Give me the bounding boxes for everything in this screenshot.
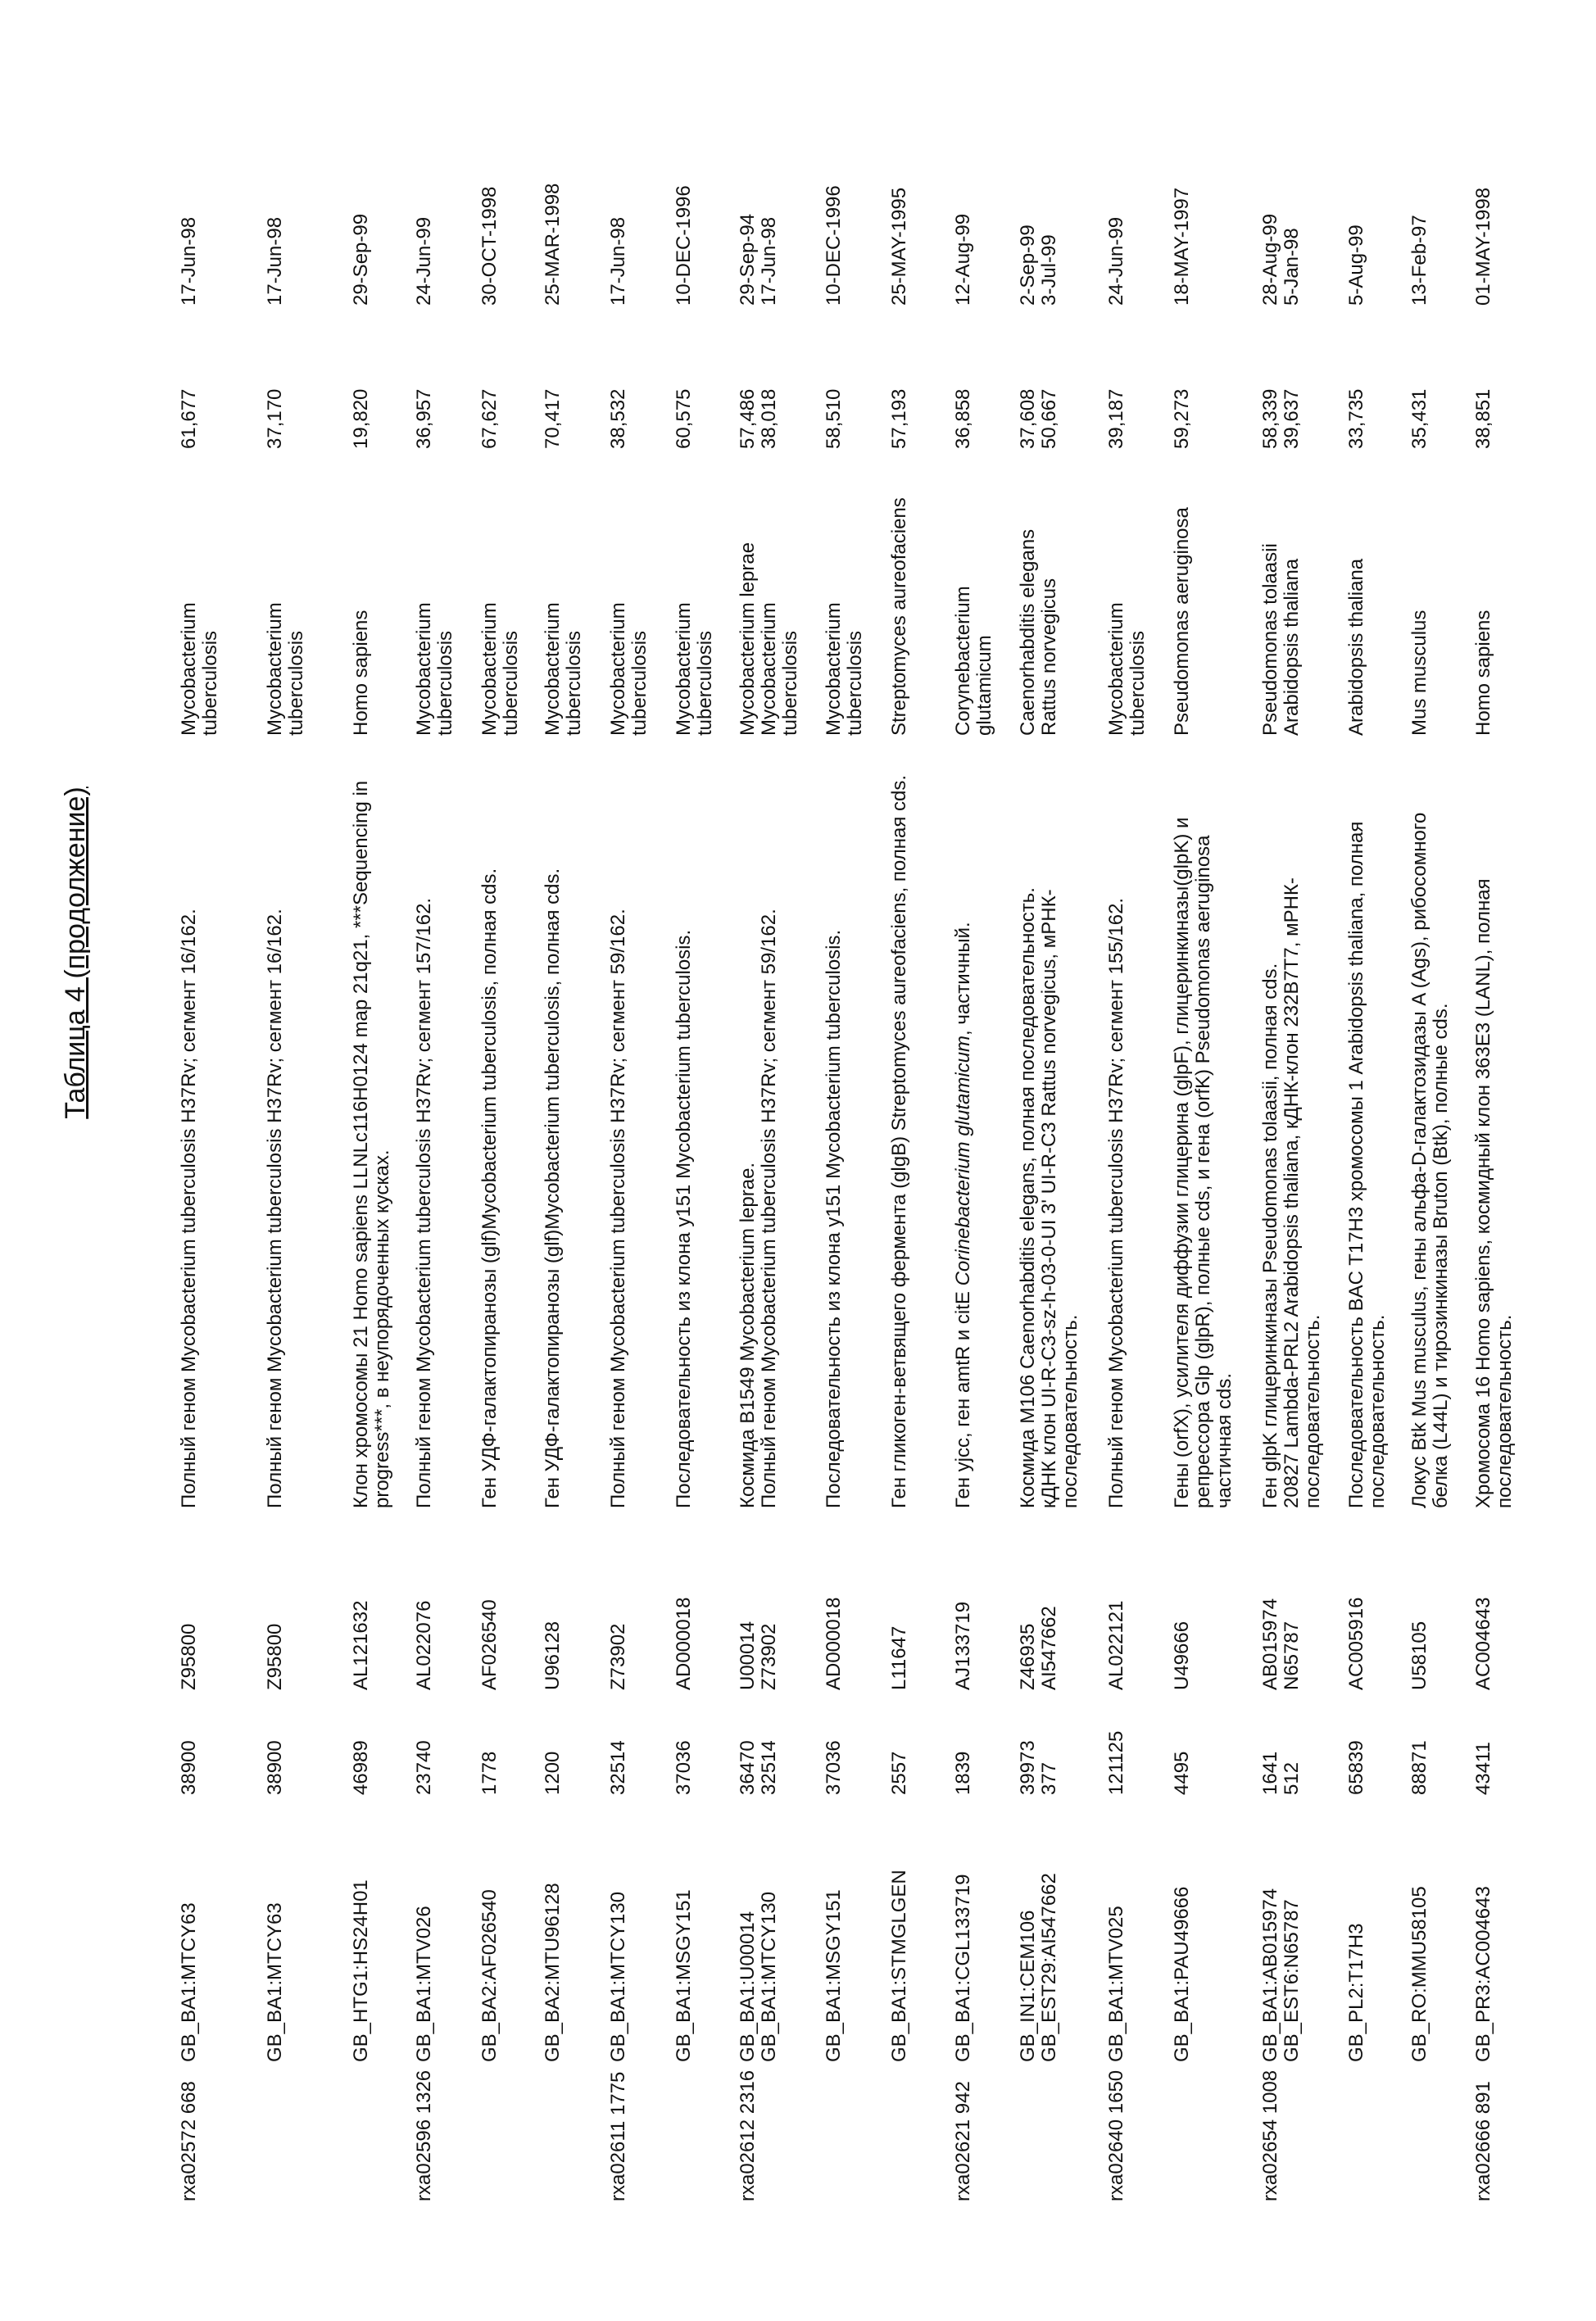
entry-date-line: 2-Sep-99 [1018, 224, 1039, 306]
description-line: Ген glpK глицеринкиназы Pseudomonas tolaasii, полная cds. [1260, 759, 1281, 1508]
table-title: Таблица 4 (продолжение) [59, 707, 92, 1199]
identity-score: 33,735 [1346, 389, 1367, 449]
organism: Mycobacterium tuberculosis [823, 494, 866, 736]
identity-score-line: 38,018 [759, 389, 780, 449]
page [0, 0, 1596, 2321]
accession: Z73902 [608, 1624, 629, 1690]
db-entry [1260, 1888, 1303, 2062]
db-entry-line: GB_EST29:AI547662 [1039, 1873, 1060, 2062]
identity-score: 39,187 [1106, 389, 1127, 449]
description: Гены (orfX), усилителя диффузии глицерина (glpF), глицеринкиназы(glpK) и репрессора Glp (glpR), полные cds, и гена (orfK) Pseudomonas aeruginosa частичная cds. [1172, 759, 1236, 1508]
hit-length: 37036 [673, 1740, 695, 1795]
description: Полный геном Mycobacterium tuberculosis H37Rv; сегмент 157/162. [414, 759, 435, 1508]
table-row [1018, 0, 1109, 2321]
description-text: , частичный. [952, 922, 974, 1036]
db-entry: GB_RO:MMU58105 [1409, 1886, 1431, 2062]
entry-date-line: 5-Jan-98 [1281, 214, 1303, 306]
entry-date: 12-Aug-99 [953, 214, 974, 306]
db-entry: GB_BA1:PAU49666 [1172, 1887, 1193, 2062]
db-entry: GB_BA2:MTU96128 [542, 1883, 564, 2062]
description-line: 20827 Lambda-PRL2 Arabidopsis thaliana, кДНК-клон 232B7T7, мРНК-последовательность. [1281, 759, 1324, 1508]
accession [1260, 1598, 1303, 1690]
entry-date: 24-Jun-99 [414, 217, 435, 306]
db-entry: GB_BA1:MTCY63 [179, 1902, 200, 2062]
description-line: Полный геном Mycobacterium tuberculosis H37Rv; сегмент 59/162. [759, 759, 780, 1508]
db-entry: GB_BA1:MSGY151 [823, 1889, 845, 2062]
hit-length: 38900 [179, 1740, 200, 1795]
identity-score: 59,273 [1172, 389, 1193, 449]
identity-score: 19,820 [351, 389, 372, 449]
accession: Z95800 [179, 1624, 200, 1690]
organism: Homo sapiens [1473, 494, 1494, 736]
identity-score-line: 57,486 [737, 389, 759, 449]
hit-length [1260, 1752, 1303, 1795]
organism [1260, 494, 1303, 736]
description [1018, 759, 1081, 1508]
entry-date: 10-DEC-1996 [823, 185, 845, 306]
entry-date-line: 29-Sep-94 [737, 214, 759, 306]
table-row [265, 0, 356, 2321]
entry-date: 18-MAY-1997 [1172, 188, 1193, 306]
accession [1018, 1606, 1060, 1690]
description: Ген УДФ-галактопиранозы (glf)Mycobacterium tuberculosis, полная cds. [542, 759, 564, 1508]
query-id: rxa02612 2316 [737, 2070, 759, 2201]
db-entry: GB_BA1:MTV026 [414, 1906, 435, 2062]
db-entry: GB_BA1:CGL133719 [953, 1874, 974, 2063]
db-entry: GB_BA2:AF026540 [479, 1889, 501, 2062]
db-entry: GB_BA1:STMGLGEN [889, 1870, 910, 2062]
db-entry-line: GB_IN1:CEM106 [1018, 1873, 1039, 2062]
hit-length-line: 32514 [759, 1740, 780, 1795]
accession [737, 1621, 780, 1690]
identity-score: 38,851 [1473, 389, 1494, 449]
organism-line: Arabidopsis thaliana [1281, 494, 1303, 736]
query-id: rxa02596 1326 [414, 2070, 435, 2201]
entry-date [1260, 214, 1303, 306]
entry-date: 17-Jun-98 [608, 217, 629, 306]
accession: AF026540 [479, 1599, 501, 1690]
entry-date: 17-Jun-98 [179, 217, 200, 306]
description: Хромосома 16 Homo sapiens, космидный клон 363E3 (LANL), полная последовательность. [1473, 759, 1516, 1508]
hit-length-line: 377 [1039, 1740, 1060, 1795]
hit-length: 1778 [479, 1752, 501, 1795]
db-entry-line: GB_BA1:MTCY130 [759, 1892, 780, 2062]
table-row [179, 0, 270, 2321]
query-id: rxa02666 891 [1473, 2081, 1494, 2201]
db-entry-line: GB_BA1:U00014 [737, 1892, 759, 2062]
table-row [1260, 0, 1352, 2321]
db-entry-line: GB_EST6:N65787 [1281, 1888, 1303, 2062]
accession-line: AB015974 [1260, 1598, 1281, 1690]
accession: L11647 [889, 1626, 910, 1690]
description: Локус Btk Mus musculus, гены альфа-D-галактозидазы A (Ags), рибосомного белка (L44L) и тирозинкиназы Bruton (Btk), полные cds. [1409, 759, 1452, 1508]
accession: AD000018 [823, 1598, 845, 1690]
hit-length: 1200 [542, 1752, 564, 1795]
description-line: Космида M106 Caenorhabditis elegans, полная последовательность. [1018, 759, 1039, 1508]
organism: Mycobacterium tuberculosis [1106, 494, 1149, 736]
identity-score: 35,431 [1409, 389, 1431, 449]
identity-score: 57,193 [889, 389, 910, 449]
entry-date: 13-Feb-97 [1409, 215, 1431, 306]
description: Последовательность из клона y151 Mycobacterium tuberculosis. [673, 759, 695, 1508]
hit-length: 46989 [351, 1740, 372, 1795]
hit-length-line: 512 [1281, 1752, 1303, 1795]
identity-score: 67,627 [479, 389, 501, 449]
organism: Mycobacterium tuberculosis [542, 494, 585, 736]
organism: Streptomyces aureofaciens [889, 494, 910, 736]
organism-line: Mycobacterium leprae [737, 494, 759, 736]
organism-line: Pseudomonas tolaasii [1260, 494, 1281, 736]
description-line: кДНК клон UI-R-C3-sz-h-03-0-UI 3' UI-R-C3 Rattus norvegicus, мРНК-последовательность. [1039, 759, 1081, 1508]
entry-date: 17-Jun-98 [265, 217, 286, 306]
db-entry: GB_PR3:AC004643 [1473, 1886, 1494, 2062]
accession: AJ133719 [953, 1602, 974, 1690]
db-entry: GB_BA1:MTV025 [1106, 1906, 1127, 2062]
identity-score: 60,575 [673, 389, 695, 449]
hit-length: 23740 [414, 1740, 435, 1795]
description: Ген УДФ-галактопиранозы (glf)Mycobacterium tuberculosis, полная cds. [479, 759, 501, 1508]
description: Полный геном Mycobacterium tuberculosis H37Rv; сегмент 16/162. [179, 759, 200, 1508]
identity-score-line: 39,637 [1281, 389, 1303, 449]
query-id: rxa02640 1650 [1106, 2070, 1127, 2201]
db-entry [1018, 1873, 1060, 2062]
description: Последовательность из клона y151 Mycobacterium tuberculosis. [823, 759, 845, 1508]
hit-length: 38900 [265, 1740, 286, 1795]
entry-date-line: 17-Jun-98 [759, 214, 780, 306]
description [1260, 759, 1324, 1508]
table-row [737, 0, 829, 2321]
accession-line: N65787 [1281, 1598, 1303, 1690]
identity-score-line: 37,608 [1018, 389, 1039, 449]
organism: Mycobacterium tuberculosis [179, 494, 221, 736]
organism [1018, 494, 1060, 736]
table-row [1172, 0, 1263, 2321]
hit-length: 43411 [1473, 1742, 1494, 1795]
organism: Corynebacterium glutamicum [953, 494, 995, 736]
description: Полный геном Mycobacterium tuberculosis H37Rv; сегмент 155/162. [1106, 759, 1127, 1508]
accession: U96128 [542, 1621, 564, 1690]
entry-date: 25-MAR-1998 [542, 184, 564, 306]
accession: AL121632 [351, 1601, 372, 1690]
description: Клон хромосомы 21 Homo sapiens LLNLc116H0124 map 21q21, ***Sequencing in progress***, в неупорядоченных кусках. [351, 759, 393, 1508]
table-row [1473, 0, 1565, 2321]
entry-date: 5-Aug-99 [1346, 224, 1367, 306]
description [737, 759, 780, 1508]
hit-length: 1839 [953, 1752, 974, 1795]
hit-length-line: 39973 [1018, 1740, 1039, 1795]
accession: AL022121 [1106, 1601, 1127, 1690]
organism [737, 494, 801, 736]
organism: Mycobacterium tuberculosis [265, 494, 307, 736]
hit-length: 2557 [889, 1752, 910, 1795]
hit-length: 88871 [1409, 1740, 1431, 1795]
db-entry: GB_BA1:MTCY63 [265, 1902, 286, 2062]
identity-score: 58,510 [823, 389, 845, 449]
accession-line: Z73902 [759, 1621, 780, 1690]
description: Полный геном Mycobacterium tuberculosis H37Rv; сегмент 16/162. [265, 759, 286, 1508]
identity-score: 61,677 [179, 389, 200, 449]
accession-line: U00014 [737, 1621, 759, 1690]
organism-line: Mycobacterium tuberculosis [759, 494, 801, 736]
description-line: Космида B1549 Mycobacterium leprae. [737, 759, 759, 1508]
entry-date: 25-MAY-1995 [889, 188, 910, 306]
query-id: rxa02654 1008 [1260, 2070, 1281, 2201]
description-text: Ген yjcc, ген amtR и citE [952, 1285, 974, 1508]
organism: Mycobacterium tuberculosis [608, 494, 651, 736]
entry-date [737, 214, 780, 306]
organism-line: Caenorhabditis elegans [1018, 494, 1039, 736]
entry-date-line: 3-Jul-99 [1039, 224, 1060, 306]
hit-length [737, 1740, 780, 1795]
organism: Mus musculus [1409, 494, 1431, 736]
organism: Arabidopsis thaliana [1346, 494, 1367, 736]
identity-score [737, 389, 780, 449]
entry-date [1018, 224, 1060, 306]
identity-score-line: 50,667 [1039, 389, 1060, 449]
hit-length-line: 36470 [737, 1740, 759, 1795]
identity-score: 38,532 [608, 389, 629, 449]
db-entry: GB_HTG1:HS24H01 [351, 1879, 372, 2062]
identity-score-line: 58,339 [1260, 389, 1281, 449]
identity-score [1260, 389, 1303, 449]
accession: AD000018 [673, 1598, 695, 1690]
description [953, 759, 974, 1508]
hit-length: 4495 [1172, 1752, 1193, 1795]
organism: Mycobacterium tuberculosis [673, 494, 716, 736]
accession: AC005916 [1346, 1598, 1367, 1690]
organism: Mycobacterium tuberculosis [414, 494, 456, 736]
identity-score [1018, 389, 1060, 449]
query-id: rxa02621 942 [953, 2081, 974, 2201]
organism: Homo sapiens [351, 494, 372, 736]
description: Ген гликоген-ветвящего фермента (glgB) Streptomyces aureofaciens, полная cds. [889, 759, 910, 1508]
hit-length: 32514 [608, 1740, 629, 1795]
query-id: rxa02611 1775 [608, 2072, 629, 2201]
accession: AL022076 [414, 1601, 435, 1690]
accession: Z95800 [265, 1624, 286, 1690]
description: Последовательность BAC T17H3 хромосомы 1 Arabidopsis thaliana, полная последовательность. [1346, 759, 1389, 1508]
db-entry [737, 1892, 780, 2062]
accession: AC004643 [1473, 1598, 1494, 1690]
entry-date: 10-DEC-1996 [673, 185, 695, 306]
description-italic: Corinebacterium glutamicum [952, 1036, 974, 1285]
hit-length: 121125 [1106, 1731, 1127, 1795]
hit-length: 37036 [823, 1740, 845, 1795]
organism: Mycobacterium tuberculosis [479, 494, 522, 736]
identity-score: 37,170 [265, 389, 286, 449]
db-entry-line: GB_BA1:AB015974 [1260, 1888, 1281, 2062]
organism: Pseudomonas aeruginosa [1172, 494, 1193, 736]
entry-date: 24-Jun-99 [1106, 217, 1127, 306]
entry-date-line: 28-Aug-99 [1260, 214, 1281, 306]
hit-length-line: 1641 [1260, 1752, 1281, 1795]
db-entry: GB_PL2:T17H3 [1346, 1924, 1367, 2062]
db-entry: GB_BA1:MSGY151 [673, 1889, 695, 2062]
table-sheet [0, 0, 1596, 2321]
query-id: rxa02572 668 [179, 2081, 200, 2201]
description: Полный геном Mycobacterium tuberculosis H37Rv; сегмент 59/162. [608, 759, 629, 1508]
hit-length [1018, 1740, 1060, 1795]
identity-score: 70,417 [542, 389, 564, 449]
entry-date: 29-Sep-99 [351, 214, 372, 306]
accession: U58105 [1409, 1621, 1431, 1690]
accession-line: Z46935 [1018, 1606, 1039, 1690]
db-entry: GB_BA1:MTCY130 [608, 1892, 629, 2062]
identity-score: 36,858 [953, 389, 974, 449]
hit-length: 65839 [1346, 1740, 1367, 1795]
accession-line: AI547662 [1039, 1606, 1060, 1690]
entry-date: 30-OCT-1998 [479, 187, 501, 306]
entry-date: 01-MAY-1998 [1473, 188, 1494, 306]
accession: U49666 [1172, 1621, 1193, 1690]
organism-line: Rattus norvegicus [1039, 494, 1060, 736]
identity-score: 36,957 [414, 389, 435, 449]
